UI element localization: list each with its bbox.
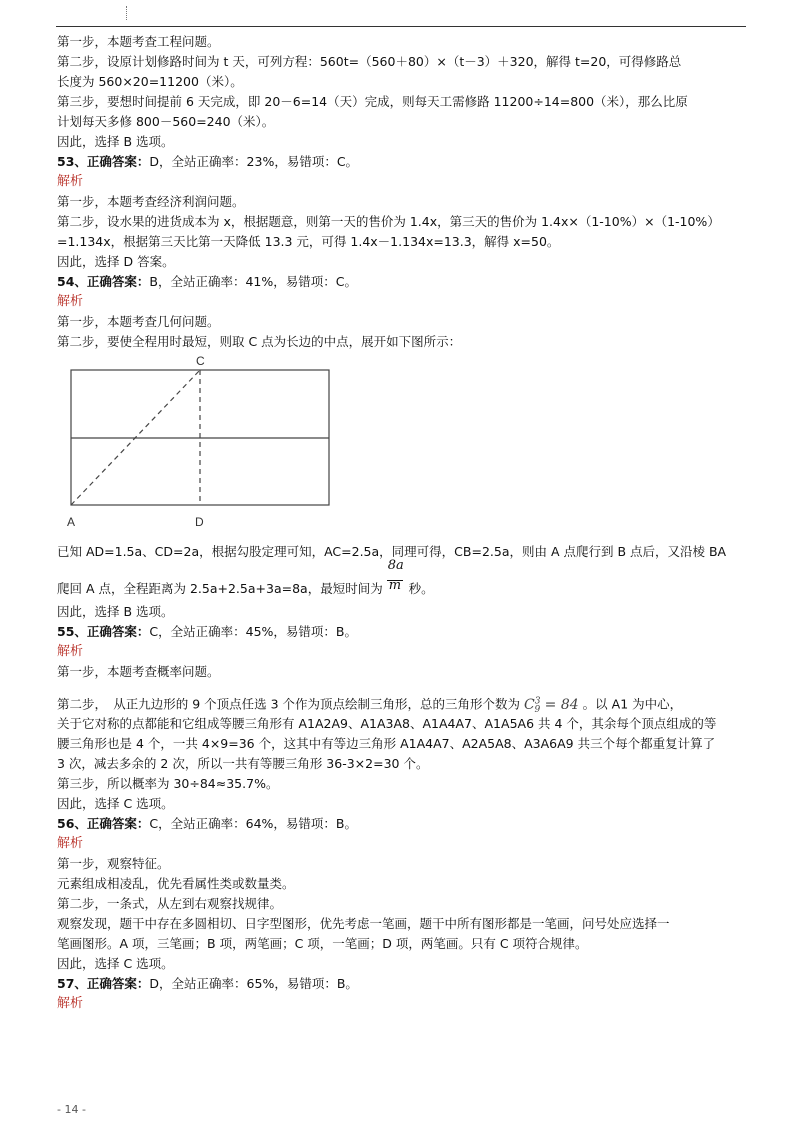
text-segment: 。以 A1 为中心， [582, 696, 683, 712]
text-line: 因此，选择 C 选项。 [57, 956, 174, 971]
fraction-numerator: 8a [387, 558, 404, 573]
text-line: 第三步，所以概率为 30÷84≈35.7%。 [57, 776, 279, 791]
geometry-diagram [57, 354, 377, 542]
combination-formula [524, 696, 579, 716]
text-line: 计划每天多修 800－560=240（米）。 [57, 114, 275, 129]
text-segment: 爬回 A 点，全程距离为 2.5a+2.5a+3a=8a，最短时间为 [57, 581, 383, 596]
text-line: 第一步，本题考查概率问题。 [57, 664, 220, 679]
header-rule [56, 26, 746, 27]
page-number: - 14 - [57, 1103, 86, 1116]
answer-head: 55、正确答案： [57, 624, 150, 639]
answer-rest: D，全站正确率：23%，易错项：C。 [149, 154, 359, 169]
analysis-heading: 解析 [57, 836, 84, 851]
comb-sup: 3 [534, 696, 541, 706]
page-content [57, 32, 747, 1014]
answer-line-56 [57, 814, 747, 834]
text-line: 因此，选择 B 选项。 [57, 134, 174, 149]
answer-rest: D，全站正确率：65%，易错项：B。 [149, 976, 358, 991]
header-mark [126, 6, 128, 20]
text-line: 因此，选择 B 选项。 [57, 604, 174, 619]
text-line: 第一步，本题考查经济利润问题。 [57, 194, 245, 209]
text-line: 第二步，设原计划修路时间为 t 天，可列方程：560t=（560＋80）×（t－3）＋320，解得 t=20，可得修路总 [57, 54, 682, 69]
answer-line-53 [57, 152, 747, 172]
geometry-figure [57, 354, 747, 542]
answer-rest: C，全站正确率：64%，易错项：B。 [149, 816, 357, 831]
analysis-heading: 解析 [57, 996, 84, 1011]
text-line-with-formula [57, 688, 747, 714]
text-line: 长度为 560×20=11200（米）。 [57, 74, 243, 89]
text-segment: 第二步， 从正九边形的 9 个顶点任选 3 个作为顶点绘制三角形，总的三角形个数为 [57, 696, 521, 712]
text-line: =1.134x，根据第三天比第一天降低 13.3 元，可得 1.4x－1.134x=13.3，解得 x=50。 [57, 234, 560, 249]
text-line: 第一步，本题考查几何问题。 [57, 314, 220, 329]
comb-sub: 9 [534, 705, 541, 716]
analysis-heading: 解析 [57, 294, 84, 309]
text-line-with-fraction [57, 558, 747, 602]
answer-rest: C，全站正确率：45%，易错项：B。 [149, 624, 357, 639]
text-line: 元素组成相凌乱，优先看属性类或数量类。 [57, 876, 295, 891]
text-line: 第二步，要使全程用时最短，则取 C 点为长边的中点，展开如下图所示： [57, 334, 462, 349]
comb-letter: C [524, 696, 535, 713]
text-line: 第二步，设水果的进货成本为 x，根据题意，则第一天的售价为 1.4x，第三天的售价为 1.4x×（1-10%）×（1-10%） [57, 214, 720, 229]
text-line: 第一步，观察特征。 [57, 856, 170, 871]
answer-head: 57、正确答案： [57, 976, 150, 991]
text-line: 因此，选择 D 答案。 [57, 254, 175, 269]
text-line: 3 次，减去多余的 2 次，所以一共有等腰三角形 36-3×2=30 个。 [57, 756, 429, 771]
answer-head: 53、正确答案： [57, 154, 150, 169]
text-line: 因此，选择 C 选项。 [57, 796, 174, 811]
fraction [387, 558, 405, 602]
answer-line-54 [57, 272, 747, 292]
text-line: 第三步，要想时间提前 6 天完成，即 20－6=14（天）完成，则每天工需修路 11200÷14=800（米），那么比原 [57, 94, 688, 109]
text-line: 关于它对称的点都能和它组成等腰三角形有 A1A2A9、A1A3A8、A1A4A7、A1A5A6 共 4 个，其余每个顶点组成的等 [57, 716, 717, 731]
point-c-label: C [196, 354, 205, 368]
answer-line-55 [57, 622, 747, 642]
fraction-denominator: m [388, 578, 402, 593]
analysis-heading: 解析 [57, 644, 84, 659]
analysis-heading: 解析 [57, 174, 84, 189]
text-segment: 秒。 [408, 581, 434, 596]
point-a-label: A [67, 515, 76, 529]
answer-head: 54、正确答案： [57, 274, 150, 289]
text-line: 腰三角形也是 4 个，一共 4×9=36 个，这其中有等边三角形 A1A4A7、A2A5A8、A3A6A9 共三个每个都重复计算了 [57, 736, 716, 751]
comb-eq: = 84 [540, 696, 579, 713]
text-line: 第一步，本题考查工程问题。 [57, 34, 220, 49]
text-line: 已知 AD=1.5a、CD=2a，根据勾股定理可知，AC=2.5a，同理可得，CB=2.5a，则由 A 点爬行到 B 点后，又沿棱 BA [57, 544, 727, 559]
point-d-label: D [195, 515, 204, 529]
text-line: 第二步，一条式，从左到右观察找规律。 [57, 896, 283, 911]
answer-rest: B，全站正确率：41%，易错项：C。 [149, 274, 357, 289]
answer-head: 56、正确答案： [57, 816, 150, 831]
text-line: 笔画图形。A 项，三笔画；B 项，两笔画；C 项，一笔画；D 项，两笔画。只有 C 项符合规律。 [57, 936, 588, 951]
text-line: 观察发现，题干中存在多圆相切、日字型图形，优先考虑一笔画，题干中所有图形都是一笔画，问号处应选择一 [57, 916, 670, 931]
answer-line-57 [57, 974, 747, 994]
